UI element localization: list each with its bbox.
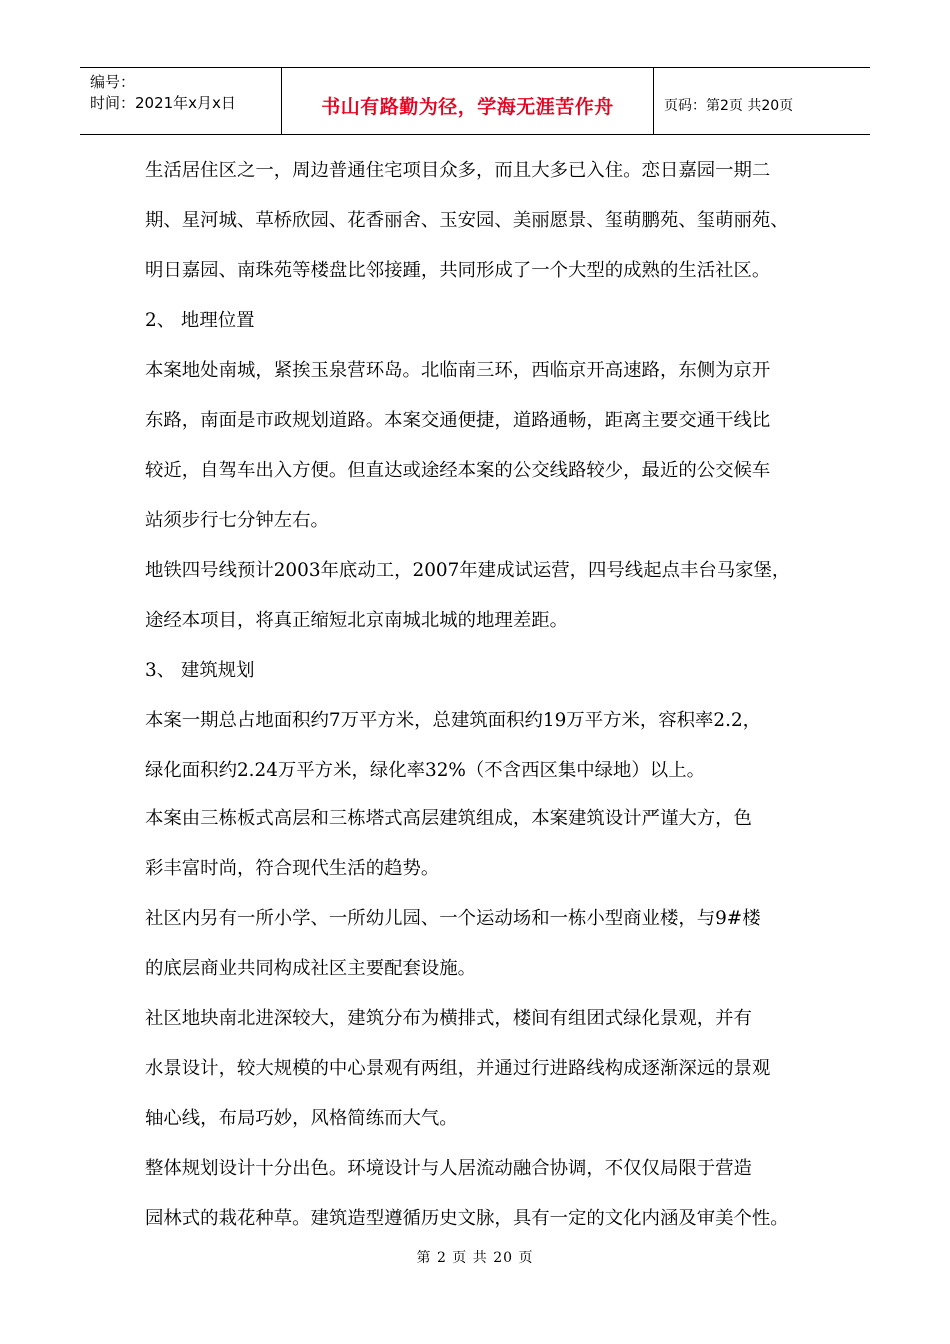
text-line: 途经本项目，将真正缩短北京南城北城的地理差距。 (145, 610, 568, 631)
text-line: 彩丰富时尚，符合现代生活的趋势。 (145, 858, 440, 879)
text-line: 2、 地理位置 (145, 310, 255, 331)
header-motto-cell (282, 68, 654, 134)
text-line: 本案地处南城，紧挨玉泉营环岛。北临南三环，西临京开高速路，东侧为京开 (145, 360, 771, 381)
text-line: 3、 建筑规划 (145, 660, 255, 681)
page-footer: 第 2 页 共 20 页 (416, 1250, 534, 1266)
text-line: 地铁四号线预计2003年底动工，2007年建成试运营，四号线起点丰台马家堡， (145, 560, 791, 581)
text-line: 的底层商业共同构成社区主要配套设施。 (145, 958, 477, 979)
text-line: 东路，南面是市政规划道路。本案交通便捷，道路通畅，距离主要交通干线比 (145, 410, 771, 431)
header-meta-cell (80, 68, 282, 134)
text-line: 园林式的栽花种草。建筑造型遵循历史文脉，具有一定的文化内涵及审美个性。 (145, 1208, 789, 1229)
page-header (80, 67, 870, 135)
text-line: 站须步行七分钟左右。 (145, 510, 329, 531)
text-line: 生活居住区之一，周边普通住宅项目众多，而且大多已入住。恋日嘉园一期二 (145, 160, 771, 181)
text-line: 较近，自驾车出入方便。但直达或途经本案的公交线路较少，最近的公交候车 (145, 460, 771, 481)
document-number-label: 编号： (90, 73, 136, 91)
text-line: 本案一期总占地面积约7万平方米，总建筑面积约19万平方米，容积率2.2， (145, 710, 762, 731)
text-line: 社区地块南北进深较大，建筑分布为横排式，楼间有组团式绿化景观，并有 (145, 1008, 752, 1029)
text-line: 社区内另有一所小学、一所幼儿园、一个运动场和一栋小型商业楼，与9#楼 (145, 908, 761, 929)
header-page-cell (654, 68, 870, 134)
document-date-label: 时间：2021年x月x日 (90, 94, 236, 112)
page-info: 页码：第2页 共20页 (664, 98, 794, 114)
text-line: 明日嘉园、南珠苑等楼盘比邻接踵，共同形成了一个大型的成熟的生活社区。 (145, 260, 771, 281)
text-line: 水景设计，较大规模的中心景观有两组，并通过行进路线构成逐渐深远的景观 (145, 1058, 771, 1079)
motto-text: 书山有路勤为径，学海无涯苦作舟 (321, 96, 614, 118)
text-line: 绿化面积约2.24万平方米，绿化率32%（不含西区集中绿地）以上。 (145, 760, 705, 781)
text-line: 期、星河城、草桥欣园、花香丽舍、玉安园、美丽愿景、玺萌鹏苑、玺萌丽苑、 (145, 210, 789, 231)
text-line: 本案由三栋板式高层和三栋塔式高层建筑组成，本案建筑设计严谨大方，色 (145, 808, 752, 829)
text-line: 轴心线，布局巧妙，风格简练而大气。 (145, 1108, 458, 1129)
text-line: 整体规划设计十分出色。环境设计与人居流动融合协调，不仅仅局限于营造 (145, 1158, 752, 1179)
